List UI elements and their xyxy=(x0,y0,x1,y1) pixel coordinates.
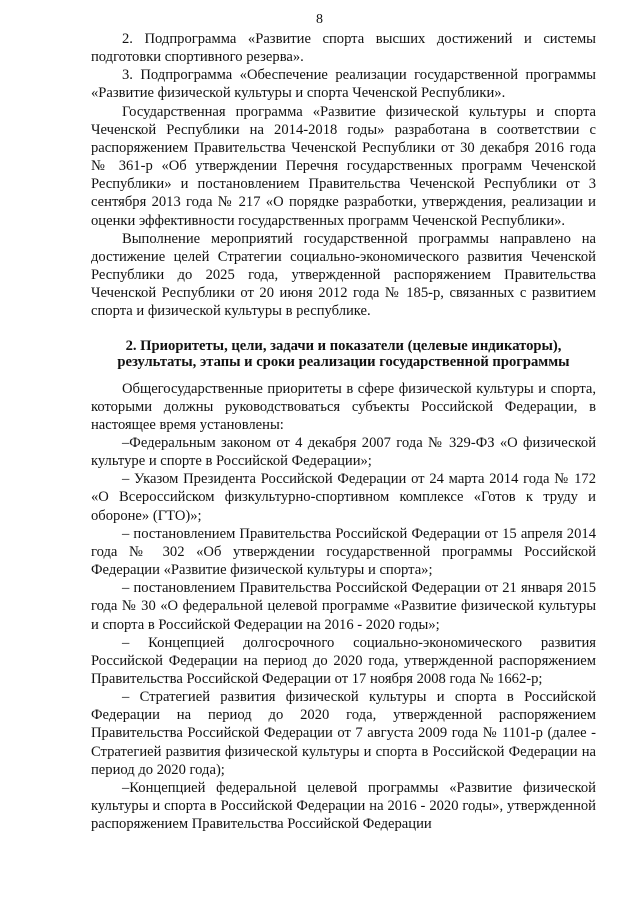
paragraph-implementation: Выполнение мероприятий государственной программы направлено на достижение целей Стратегии социально-экономического развития Чеченской Республики до 2025 года, утвержденной распоряжением Правительства Чеченской Республики от 20 июня 2012 года № 185-р, связанных с развитием спорта и физической культуры в республике. xyxy=(91,230,596,320)
section-heading: 2. Приоритеты, цели, задачи и показатели (целевые индикаторы), результаты, этапы и сроки реализации государственной программы xyxy=(117,337,570,370)
list-item-concept-fcp: –Концепцией федеральной целевой программы «Развитие физической культуры и спорта в Российской Федерации на 2016 - 2020 годы», утвержденной распоряжением Правительства Российской Федерации xyxy=(91,779,596,833)
list-item-strategy: – Стратегией развития физической культуры и спорта в Российской Федерации на период до 2020 года, утвержденной распоряжением Правительства Российской Федерации от 7 августа 2009 года № 1101-р (далее - Стратегией развития физической культуры и спорта в Российской Федерации на период до 2020 года); xyxy=(91,689,596,778)
document-body xyxy=(91,30,596,833)
paragraph-state-program: Государственная программа «Развитие физической культуры и спорта Чеченской Республики на 2014-2018 годы» разработана в соответствии с распоряжением Правительства Чеченской Республики от 30 декабря 2016 года № 361-р «Об утверждении Перечня государственных программ Чеченской Республики» и постановлением Правительства Чеченской Республики от 3 сентября 2013 года № 217 «О порядке разработки, утверждения, реализации и оценки эффективности государственных программ Чеченской Республики». xyxy=(91,103,596,229)
list-item-concept-longterm: – Концепцией долгосрочного социально-экономического развития Российской Федерации на период до 2020 года, утвержденной распоряжением Правительства Российской Федерации от 17 ноября 2008 года № 1662-р; xyxy=(91,634,596,687)
paragraph-subprogram-2: 2. Подпрограмма «Развитие спорта высших достижений и системы подготовки спортивного резерва». xyxy=(91,31,596,66)
page-number: 8 xyxy=(316,12,323,27)
paragraph-subprogram-3: 3. Подпрограмма «Обеспечение реализации государственной программы «Развитие физической культуры и спорта Чеченской Республики». xyxy=(91,67,596,102)
list-item-resolution-302: – постановлением Правительства Российской Федерации от 15 апреля 2014 года № 302 «Об утверждении государственной программы Российской Федерации «Развитие физической культуры и спорта»; xyxy=(91,525,596,579)
list-item-presidential-decree: – Указом Президента Российской Федерации от 24 марта 2014 года № 172 «О Всероссийском физкультурно-спортивном комплексе «Готов к труду и обороне» (ГТО)»; xyxy=(91,471,596,524)
list-item-federal-law: –Федеральным законом от 4 декабря 2007 года № 329-ФЗ «О физической культуре и спорте в Российской Федерации»; xyxy=(91,434,596,470)
paragraph-priorities-intro: Общегосударственные приоритеты в сфере физической культуры и спорта, которыми должны руководствоваться субъекты Российской Федерации, в настоящее время установлены: xyxy=(91,380,596,433)
list-item-resolution-30: – постановлением Правительства Российской Федерации от 21 января 2015 года № 30 «О федеральной целевой программе «Развитие физической культуры и спорта в Российской Федерации на 2016 - 2020 годы»; xyxy=(91,580,596,633)
